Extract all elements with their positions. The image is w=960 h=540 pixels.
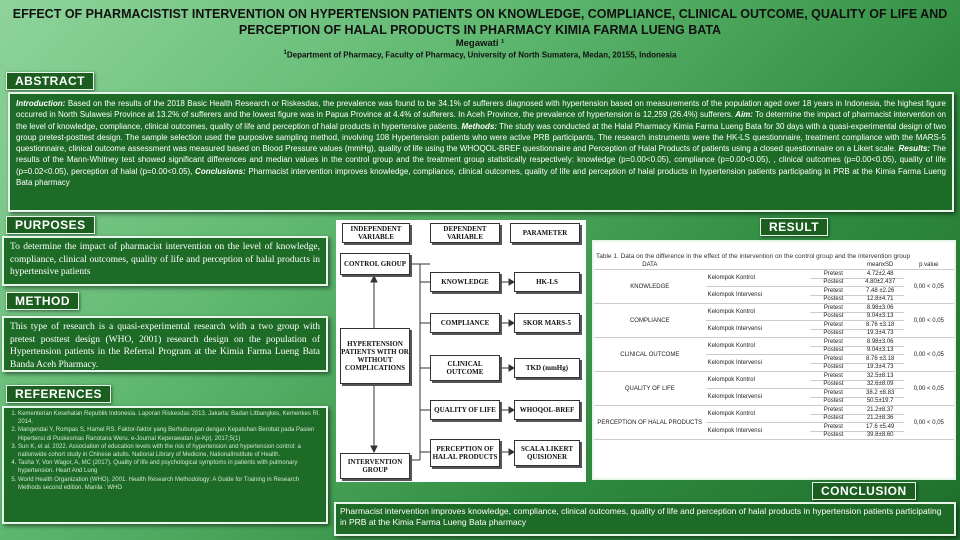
dependent-variable-header: DEPENDENT VARIABLE xyxy=(430,223,500,243)
reference-item: 1. Kementerian Kesehatan Republik Indonesia. Laporan Riskesdas 2013. Jakarta: Badan Litbangkes, Kemenkes RI. 2014. xyxy=(18,410,322,426)
quality-of-life-box: QUALITY OF LIFE xyxy=(430,400,500,420)
cell-data: CLINICAL OUTCOME xyxy=(594,338,706,372)
result-header-row xyxy=(594,261,954,270)
result-heading: RESULT xyxy=(760,218,828,236)
table-row xyxy=(594,270,954,279)
research-framework-diagram xyxy=(336,220,586,482)
method-panel xyxy=(2,316,328,372)
cell-test: Postest xyxy=(810,278,857,287)
abstract-panel xyxy=(8,92,954,212)
control-group-box: CONTROL GROUP xyxy=(340,253,410,275)
independent-variable-header: INDEPENDENT VARIABLE xyxy=(342,223,410,243)
reference-item: 5. World Health Organization (WHO). 2001. Health Research Methodology: A Guide for Training in Research Methods second edition. Manila : WHO xyxy=(18,476,322,492)
poster-title xyxy=(0,6,960,38)
parameter-header: PARAMETER xyxy=(510,223,580,243)
hkls-box: HK-LS xyxy=(514,272,580,292)
cell-mean: 32.6±8.09 xyxy=(857,380,904,389)
cell-p-value: 0,00 < 0,05 xyxy=(904,270,954,304)
col-p: p value xyxy=(904,261,954,270)
cell-mean: 21.2±8.37 xyxy=(857,406,904,415)
method-text: This type of research is a quasi-experimental research with a two group with pretest posttest design (WHO, 2001) research design on the population of Hypertension patients in the Referral Program at the Kimia Farma Lueng Bata Banda Aceh Pharmacy. xyxy=(10,322,320,370)
result-table-body xyxy=(594,270,954,440)
abstract-heading: ABSTRACT xyxy=(6,72,94,90)
cell-mean: 50.5±19.7 xyxy=(857,397,904,406)
result-caption: Table 1. Data on the difference in the effect of the intervention on the control group and the intervention group xyxy=(596,253,911,260)
cell-group: Kelompok Kontrol xyxy=(706,372,810,389)
affiliation-text: Department of Pharmacy, Faculty of Pharmacy, University of North Sumatera, Medan, 20155, Indonesia xyxy=(286,50,677,60)
conclusion-text: Pharmacist intervention improves knowledge, compliance, clinical outcomes, quality of life and perception of halal products in hypertension patients participating in PRB at the Kimia Farma Lueng Bata pharmacy xyxy=(340,506,942,527)
abstract-results: The results of the Mann-Whitney test showed significant differences and median values in the control group and the treatment group statistically respectively: knowledge (p=0.00<0.05), compliance (p=0.00<0.05), , clinical outcomes (p=0.00<0.05), quality of life (p=0.02<0.05), perception of halal (p=0.00<0.05), xyxy=(16,144,947,176)
abstract-intro: Based on the results of the 2018 Basic Health Research or Riskesdas, the prevalence was found to be 34.1% of sufferers diagnosed with hypertension based on measurements of the population aged over 18 years in Indonesia, the highest figure occurred in North Sulawesi Province at 13.2% of sufferers and the lowest figure was in Papua Province at 4.4% of sufferers. In Aceh Province, the prevalence of hypertension is 12,259 (26.4%) sufferers. xyxy=(16,99,946,120)
cell-data: KNOWLEDGE xyxy=(594,270,706,304)
cell-data: COMPLIANCE xyxy=(594,304,706,338)
cell-mean: 8.98±3.06 xyxy=(857,304,904,313)
references-list xyxy=(8,410,322,492)
abstract-text xyxy=(10,94,952,192)
cell-mean: 4.72±2.48 xyxy=(857,270,904,279)
cell-data: PERCEPTION OF HALAL PRODUCTS xyxy=(594,406,706,440)
abstract-methods-label: Methods: xyxy=(459,121,498,131)
cell-test: Pretest xyxy=(810,338,857,347)
clinical-outcome-box: CLINICAL OUTCOME xyxy=(430,355,500,381)
cell-mean: 8.98±3.06 xyxy=(857,338,904,347)
conclusion-panel xyxy=(334,502,956,536)
references-heading: REFERENCES xyxy=(6,385,111,403)
cell-group: Kelompok Intervensi xyxy=(706,321,810,338)
cell-group: Kelompok Intervensi xyxy=(706,287,810,304)
col-mean: meanxSD xyxy=(857,261,904,270)
cell-p-value: 0,00 < 0,05 xyxy=(904,304,954,338)
cell-mean: 19.3±4.73 xyxy=(857,363,904,372)
purposes-panel xyxy=(2,236,328,286)
cell-p-value: 0,00 < 0,05 xyxy=(904,338,954,372)
table-row xyxy=(594,338,954,347)
cell-test: Pretest xyxy=(810,423,857,432)
halal-perception-box: PERCEPTION OF HALAL PRODUCTS xyxy=(430,439,500,467)
cell-group: Kelompok Intervensi xyxy=(706,355,810,372)
method-heading: METHOD xyxy=(6,292,79,310)
cell-mean: 7.48 ±2.26 xyxy=(857,287,904,296)
cell-test: Pretest xyxy=(810,287,857,296)
cell-group: Kelompok Kontrol xyxy=(706,304,810,321)
table-row xyxy=(594,406,954,415)
abstract-conclusions-label: Conclusions: xyxy=(192,166,246,176)
cell-p-value: 0,00 < 0,05 xyxy=(904,372,954,406)
col-data: DATA xyxy=(594,261,706,270)
reference-item: 2. Mangendai Y, Rompas S, Hamel RS. Faktor-faktor yang Berhubungan dengan Kepatuhan Berobat pada Pasien Hipertensi di Puskesmas Ranotana Weru. e-Journal Keperawatan (e-Kp). 2017;5(1) xyxy=(18,426,322,442)
cell-test: Pretest xyxy=(810,304,857,313)
cell-data: QUALITY OF LIFE xyxy=(594,372,706,406)
title-line-1: EFFECT OF PHARMACISTIST INTERVENTION ON HYPERTENSION PATIENTS ON KNOWLEDGE, COMPLIANCE, CLINICAL OUTCOME, QUALITY OF LIFE AND xyxy=(12,7,948,21)
cell-test: Postest xyxy=(810,397,857,406)
cell-test: Postest xyxy=(810,380,857,389)
reference-item: 4. Tasha Y, Von Wagor, A, MC (2017). Quality of life and psychological symptoms in patients with pulmonary hypertension. Heart And Lung xyxy=(18,459,322,475)
purposes-text: To determine the impact of pharmacist intervention on the level of knowledge, compliance, clinical outcomes, quality of life and perception of halal products in hypertensive patients xyxy=(10,242,320,277)
col-test xyxy=(810,261,857,270)
cell-mean: 32.5±8.13 xyxy=(857,372,904,381)
affiliation xyxy=(0,50,960,60)
abstract-aim: To determine the impact of pharmacist intervention on the level of knowledge, compliance, clinical outcomes, quality of life and perception of halal products in hypertensive patients. xyxy=(16,110,947,131)
table-row xyxy=(594,372,954,381)
cell-mean: 17.6 ±5.49 xyxy=(857,423,904,432)
cell-mean: 38.2 ±8.83 xyxy=(857,389,904,398)
cell-mean: 19.3±4.73 xyxy=(857,329,904,338)
intervention-group-box: INTERVENTION GROUP xyxy=(340,453,410,479)
tkd-box: TKD (mmHg) xyxy=(514,358,580,378)
abstract-aim-label: Aim: xyxy=(733,110,753,120)
cell-group: Kelompok Kontrol xyxy=(706,406,810,423)
cell-group: Kelompok Intervensi xyxy=(706,423,810,440)
cell-group: Kelompok Kontrol xyxy=(706,270,810,287)
patients-box: HYPERTENSION PATIENTS WITH OR WITHOUT COMPLICATIONS xyxy=(340,328,410,384)
result-panel xyxy=(592,240,956,480)
cell-test: Postest xyxy=(810,346,857,355)
purposes-heading: PURPOSES xyxy=(6,216,95,234)
cell-mean: 21.2±8.36 xyxy=(857,414,904,423)
cell-group: Kelompok Intervensi xyxy=(706,389,810,406)
references-panel xyxy=(2,406,328,524)
whoqol-box: WHOQOL-BREF xyxy=(514,400,580,420)
cell-mean: 39.8±8.60 xyxy=(857,431,904,440)
conclusion-heading: CONCLUSION xyxy=(812,482,916,500)
cell-group: Kelompok Kontrol xyxy=(706,338,810,355)
cell-test: Pretest xyxy=(810,355,857,364)
title-line-2: PERCEPTION OF HALAL PRODUCTS IN PHARMACY KIMIA FARMA LUENG BATA xyxy=(238,23,722,37)
knowledge-box: KNOWLEDGE xyxy=(430,272,500,292)
abstract-conclusions: Pharmacist intervention improves knowledge, compliance, clinical outcomes, quality of life and perception of halal products in hypertension patients participating in PRB at the Kimia Farma Lueng Bata pharmacy xyxy=(16,166,947,188)
abstract-results-label: Results: xyxy=(896,144,931,154)
cell-p-value: 0,00 < 0,05 xyxy=(904,406,954,440)
cell-test: Pretest xyxy=(810,389,857,398)
abstract-intro-label: Introduction: xyxy=(16,99,66,108)
col-group xyxy=(706,261,810,270)
cell-test: Postest xyxy=(810,329,857,338)
cell-mean: 12.8±4.71 xyxy=(857,295,904,304)
reference-item: 3. Sun K, et al. 2022. Association of education levels with the risk of hypertension and hypertension control: a nationwide cohort study in Chinese adults. National Library of Medicine, NationalInstitute of Health. xyxy=(18,443,322,459)
likert-box: SCALA LIKERT QUISIONER xyxy=(514,440,580,466)
mars-box: SKOR MARS-5 xyxy=(514,313,580,333)
result-table xyxy=(594,261,954,440)
cell-test: Pretest xyxy=(810,270,857,279)
cell-test: Pretest xyxy=(810,406,857,415)
cell-mean: 8.76 ±3.18 xyxy=(857,355,904,364)
compliance-box: COMPLIANCE xyxy=(430,313,500,333)
author: Megawati ¹ xyxy=(455,38,505,49)
cell-test: Postest xyxy=(810,414,857,423)
cell-test: Pretest xyxy=(810,372,857,381)
cell-mean: 9.04±3.13 xyxy=(857,312,904,321)
cell-mean: 8.76 ±3.18 xyxy=(857,321,904,330)
cell-mean: 9.04±3.13 xyxy=(857,346,904,355)
abstract-methods: The study was conducted at the Halal Pharmacy Kimia Farma Lueng Bata for 30 days with a quasi-experimental design of two group pretest-posttest design. The sample selection used the purposive sampling method, involving 108 Hypertension patients who were active PRB participants. The research instruments were the HK-LS questionnaire, treatment compliance with the MARS-5 questionnaire, clinical outcome assessment was measured based on Blood Pressure values (mmHg), quality of life using the WHOQOL-BREF questionnaire and Perception of Halal Products of patients using a closed questionnaire on a Likert scale. xyxy=(16,121,947,154)
cell-test: Postest xyxy=(810,431,857,440)
affiliation-marker: 1 xyxy=(283,50,287,56)
table-row xyxy=(594,304,954,313)
cell-test: Postest xyxy=(810,295,857,304)
cell-mean: 4.80±2.437 xyxy=(857,278,904,287)
cell-test: Postest xyxy=(810,312,857,321)
cell-test: Pretest xyxy=(810,321,857,330)
cell-test: Postest xyxy=(810,363,857,372)
